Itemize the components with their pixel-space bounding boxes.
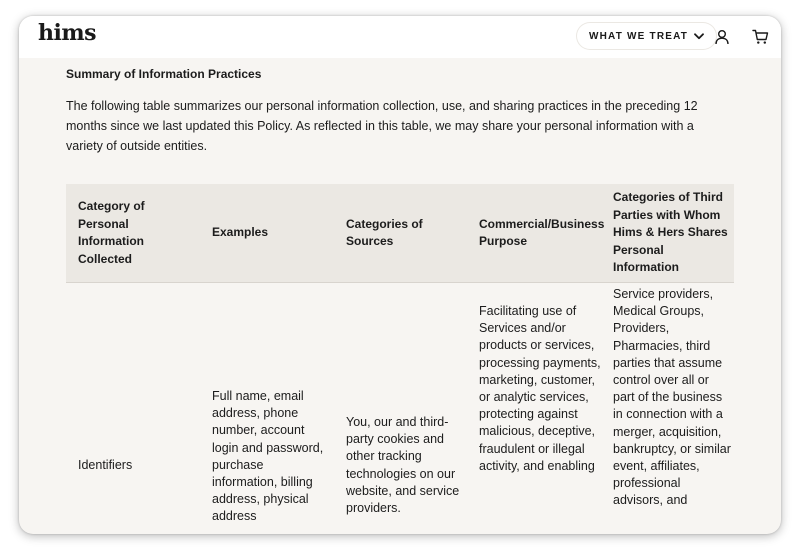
column-header-third-parties: Categories of Third Parties with Whom Hims & Hers Shares Personal Information xyxy=(613,190,728,275)
information-practices-table xyxy=(66,184,734,534)
intro-paragraph: The following table summarizes our personal information collection, use, and sharing practices in the preceding 12 months since we last updated this Policy. As reflected in this table, we may share your personal information with a variety of outside entities. xyxy=(66,99,698,153)
column-header-examples: Examples xyxy=(212,225,269,240)
cell-category: Identifiers xyxy=(78,458,133,472)
column-header-sources: Categories of Sources xyxy=(346,216,423,248)
column-header-purpose: Commercial/Business Purpose xyxy=(479,216,605,248)
table-row xyxy=(66,283,734,534)
browser-window xyxy=(19,16,781,534)
cell-purpose: Facilitating use of Services and/or products or services, processing payments, marketing, customer, or analytic services, protecting against malicious, deceptive, fraudulent or illegal activity, and enabling xyxy=(479,304,601,473)
cart-icon[interactable] xyxy=(750,27,770,47)
what-we-treat-label: WHAT WE TREAT xyxy=(589,30,689,42)
cell-sources: You, our and third-party cookies and other tracking technologies on our website, and service providers. xyxy=(346,415,460,516)
what-we-treat-button[interactable] xyxy=(577,23,716,49)
cell-third-parties: Service providers, Medical Groups, Providers, Pharmacies, third parties that assume control over all or part of the business in connection with a merger, acquisition, bankruptcy, or similar event, affiliates, professional advisors, and xyxy=(613,287,731,508)
hims-logo[interactable]: hims xyxy=(38,20,97,46)
column-header-category: Category of Personal Information Collected xyxy=(78,199,145,266)
account-icon[interactable] xyxy=(712,27,732,47)
site-header xyxy=(19,16,781,58)
cell-examples: Full name, email address, phone number, account login and password, purchase information, billing address, physical address xyxy=(212,389,324,524)
table-header-row xyxy=(66,184,734,283)
chevron-down-icon xyxy=(694,33,704,40)
section-title: Summary of Information Practices xyxy=(66,67,262,81)
